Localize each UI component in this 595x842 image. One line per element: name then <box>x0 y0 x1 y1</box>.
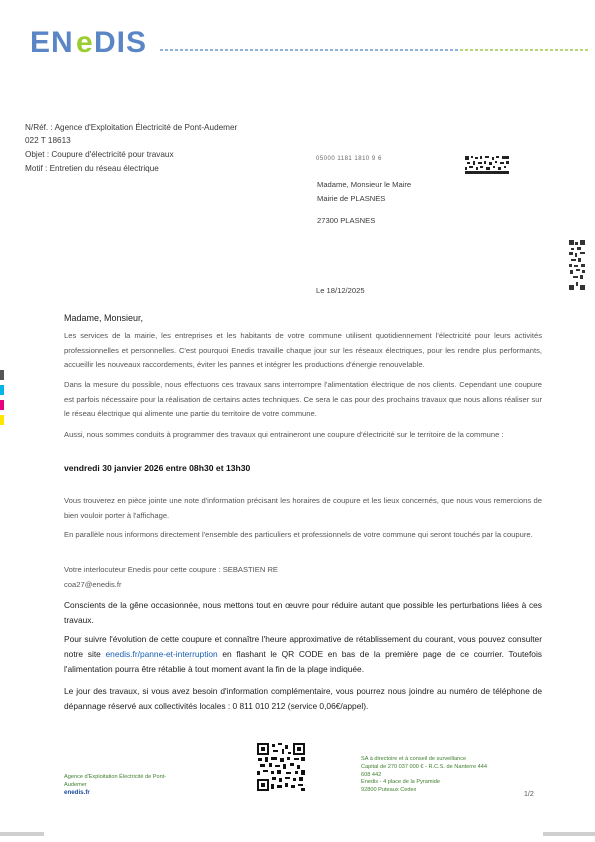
paragraph-6: Conscients de la gêne occasionnée, nous mettons tout en œuvre pour réduire autant que possible les perturbations liées à ces travaux. <box>64 600 542 625</box>
footer-legal-line1: SA à directoire et à conseil de surveillance <box>361 756 467 762</box>
paragraph-7 <box>64 632 542 677</box>
paragraph-5: En parallèle nous informons directement l'ensemble des particuliers et professionnels de votre commune qui seront touchés par la coupure. <box>64 530 533 539</box>
paragraph-4: Vous trouverez en pièce jointe une note d'information précisant les horaires de coupure et les lieux concernés, que nous vous remercions de bien vouloir porter à l'affichage. <box>64 496 542 520</box>
paragraph-7-text-b: en flashant le QR CODE en bas de la première page de ce courrier. Toutefois l'alimentation pourra être rétablie à tout moment avant la fin de la plage indiquée. <box>64 649 542 674</box>
greeting: Madame, Monsieur, <box>64 313 144 323</box>
recipient-line2: Mairie de PLASNES <box>317 194 386 203</box>
paragraph-3: Aussi, nous sommes conduits à programmer des travaux qui entraineront une coupure d'électricité sur le territoire de la commune : <box>64 430 504 439</box>
scan-edge-mark-right <box>543 832 595 836</box>
paragraph-7-text-a: Pour suivre l'évolution de cette coupure et connaître l'heure approximative de rétablissement du courant, vous pouvez consulter notre site <box>64 634 542 659</box>
footer-legal-line5: 92800 Puteaux Cedex <box>361 787 417 794</box>
ref-number: 022 T 18613 <box>25 136 71 145</box>
footer-agency-line1: Agence d'Exploitation Électricité de Pont- <box>64 774 167 780</box>
side-qr-code-icon <box>569 240 585 290</box>
print-registration-marks <box>0 370 4 430</box>
header-dashed-rule <box>160 48 588 52</box>
outage-info-link[interactable]: enedis.fr/panne-et-interruption <box>105 649 218 659</box>
recipient-line1: Madame, Monsieur le Maire <box>317 180 412 189</box>
mail-codeline: 05000 1181 1810 9 6 <box>316 156 382 162</box>
svg-text:e: e <box>76 26 93 59</box>
contact-email[interactable]: coa27@enedis.fr <box>64 580 122 589</box>
footer-agency-line2: Audemer <box>64 781 87 788</box>
enedis-logo <box>30 24 154 60</box>
outage-date: vendredi 30 janvier 2026 entre 08h30 et 13h30 <box>64 463 251 473</box>
ref-agency: N/Réf. : Agence d'Exploitation Électricité de Pont-Audemer <box>25 123 238 132</box>
paragraph-1: Les services de la mairie, les entreprises et les habitants de votre commune utilisent quotidiennement l'électricité pour leurs activités professionnelles et personnelles. C'est pourquoi Enedis travaille chaque jour sur les réseaux électriques, pour les rendre plus performants, accueillir les nouveaux raccordements, éviter les pannes et intégrer les productions d'énergie renouvelable. <box>64 331 542 369</box>
barcode-icon <box>465 156 509 174</box>
recipient-line3: 27300 PLASNES <box>317 216 376 225</box>
ref-motif: Motif : Entretien du réseau électrique <box>25 164 159 173</box>
qr-code-icon[interactable] <box>257 743 305 791</box>
svg-text:DIS: DIS <box>94 26 148 59</box>
scan-edge-mark-left <box>0 832 44 836</box>
ref-objet: Objet : Coupure d'électricité pour travaux <box>25 150 174 159</box>
footer-agency <box>64 774 194 797</box>
footer-legal <box>361 756 491 795</box>
page-number: 1/2 <box>524 791 534 798</box>
footer-legal-line4: Enedis - 4 place de la Pyramide <box>361 779 440 786</box>
footer-website-link[interactable]: enedis.fr <box>64 789 90 797</box>
letter-date: Le 18/12/2025 <box>316 286 365 295</box>
contact-line: Votre interlocuteur Enedis pour cette coupure : SEBASTIEN RE <box>64 565 279 574</box>
footer-legal-line2: Capital de 270 037 000 € - R.C.S. de Nanterre 444 <box>361 763 487 770</box>
paragraph-8: Le jour des travaux, si vous avez besoin d'information complémentaire, vous pourrez nous joindre au numéro de téléphone de dépannage réservé aux collectivités locales : 0 811 010 212 (service 0,06€/appel). <box>64 686 542 711</box>
footer-legal-line3: 608 442 <box>361 771 382 778</box>
paragraph-2: Dans la mesure du possible, nous effectuons ces travaux sans interrompre l'alimentation électrique de nos clients. Cependant une coupure est parfois nécessaire pour la réalisation de certains actes techniques. Ce sera le cas pour des prochains travaux que nous allons réaliser sur le réseau électrique qui alimente une partie du territoire de votre commune. <box>64 380 542 418</box>
svg-text:EN: EN <box>30 26 74 59</box>
